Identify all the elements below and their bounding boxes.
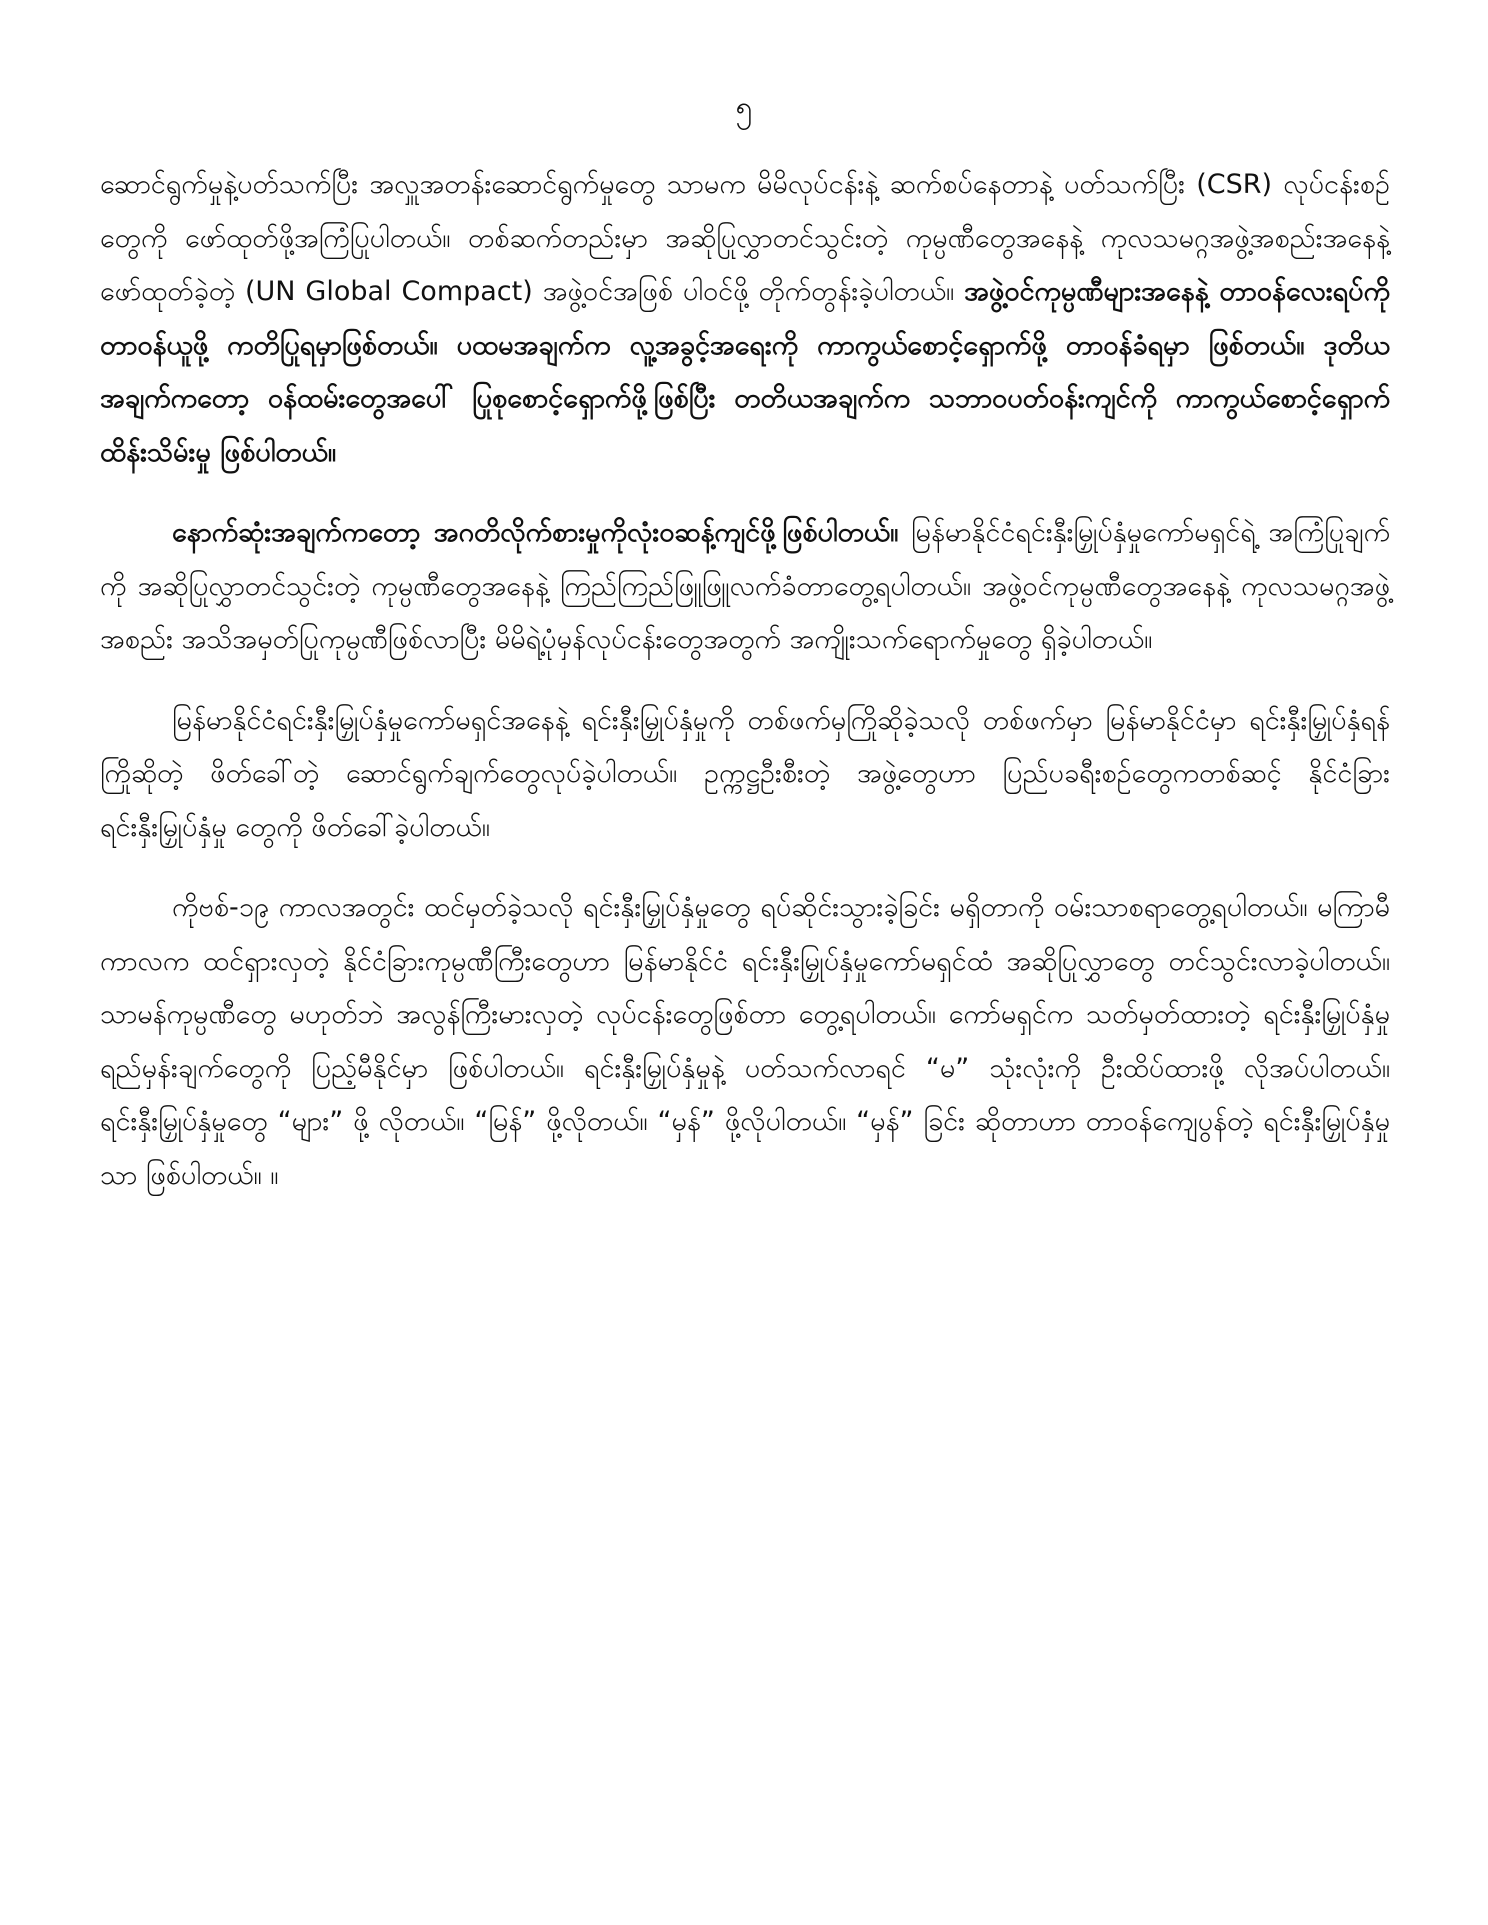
paragraph-3-text: မြန်မာနိုင်ငံရင်းနှီးမြှုပ်နှံမှုကော်မရှင်အနေနဲ့ ရင်းနှီးမြှုပ်နှံမှုကို တစ်ဖက်မှကြိုဆိုခဲ့သလို တစ်ဖက်မှာ မြန်မာနိုင်ငံမှာ ရင်းနှီးမြှုပ်နှံရန် ကြိုဆိုတဲ့ ဖိတ်ခေါ်တဲ့ ဆောင်ရွက်ချက်တွေလုပ်ခဲ့ပါတယ်။ ဥက္ကဋ္ဌဦးစီးတဲ့ အဖွဲ့တွေဟာ ပြည်ပခရီးစဉ်တွေကတစ်ဆင့် နိုင်ငံခြားရင်းနှီးမြှုပ်နှံမှု တွေကို ဖိတ်ခေါ်ခဲ့ပါတယ်။ xyxy=(100,704,1390,843)
paragraph-2-text: မြန်မာနိုင်ငံရင်းနှီးမြှုပ်နှံမှုကော်မရှင်ရဲ့ အကြံပြုချက်ကို အဆိုပြုလွှာတင်သွင်းတဲ့ ကုမ္ပဏီတွေအနေနဲ့ ကြည်ကြည်ဖြူဖြူလက်ခံတာတွေ့ရပါတယ်။ အဖွဲ့ဝင်ကုမ္ပဏီတွေအနေနဲ့ ကုလသမဂ္ဂအဖွဲ့အစည်း အသိအမှတ်ပြုကုမ္ပဏီဖြစ်လာပြီး မိမိရဲ့ပုံမှန်လုပ်ငန်းတွေအတွက် အကျိုးသက်ရောက်မှုတွေ ရှိခဲ့ပါတယ်။ xyxy=(100,517,1390,655)
paragraph-1-bold-text: အဖွဲ့ဝင်ကုမ္ပဏီများအနေနဲ့ တာဝန်လေးရပ်ကို တာဝန်ယူဖို့ ကတိပြုရမှာဖြစ်တယ်။ ပထမအချက်က လူ့အခွင့်အရေးကို ကာကွယ်စောင့်ရှောက်ဖို့ တာဝန်ခံရမှာ ဖြစ်တယ်။ ဒုတိယအချက်ကတော့ ဝန်ထမ်းတွေအပေါ် ပြုစုစောင့်ရှောက်ဖို့ဖြစ်ပြီး တတိယအချက်က သဘာဝပတ်ဝန်းကျင်ကို ကာကွယ်စောင့်ရှောက်ထိန်းသိမ်းမှု ဖြစ်ပါတယ်။ xyxy=(100,276,1390,468)
paragraph-3 xyxy=(100,694,1390,855)
paragraph-1-text: ဆောင်ရွက်မှုနဲ့ပတ်သက်ပြီး အလှူအတန်းဆောင်ရွက်မှုတွေ သာမက မိမိလုပ်ငန်းနဲ့ ဆက်စပ်နေတာနဲ့ ပတ်သက်ပြီး (CSR) လုပ်ငန်းစဉ်တွေကို ဖော်ထုတ်ဖို့အကြံပြုပါတယ်။ တစ်ဆက်တည်းမှာ အဆိုပြုလွှာတင်သွင်းတဲ့ ကုမ္ပဏီတွေအနေနဲ့ ကုလသမဂ္ဂအဖွဲ့အစည်းအနေနဲ့ ဖော်ထုတ်ခဲ့တဲ့ (UN Global Compact) အဖွဲ့ဝင်အဖြစ် ပါဝင်ဖို့ တိုက်တွန်းခဲ့ပါတယ်။ xyxy=(100,169,1390,307)
paragraph-1 xyxy=(100,158,1390,479)
page-number: ၅ xyxy=(735,90,753,125)
paragraph-2-bold-text: နောက်ဆုံးအချက်ကတော့ အဂတိလိုက်စားမှုကိုလုံးဝဆန့်ကျင်ဖို့ဖြစ်ပါတယ်။ xyxy=(172,517,899,548)
body-text xyxy=(100,158,1390,1229)
paragraph-4 xyxy=(100,881,1390,1202)
paragraph-4-text: ကိုဗစ်-၁၉ ကာလအတွင်း ထင်မှတ်ခဲ့သလို ရင်းနှီးမြှုပ်နှံမှုတွေ ရပ်ဆိုင်းသွားခဲ့ခြင်း မရှိတာကို ဝမ်းသာစရာတွေ့ရပါတယ်။ မကြာမီကာလက ထင်ရှားလှတဲ့ နိုင်ငံခြားကုမ္ပဏီကြီးတွေဟာ မြန်မာနိုင်ငံ ရင်းနှီးမြှုပ်နှံမှုကော်မရှင်ထံ အဆိုပြုလွှာတွေ တင်သွင်းလာခဲ့ပါတယ်။ သာမန်ကုမ္ပဏီတွေ မဟုတ်ဘဲ အလွန်ကြီးမားလှတဲ့ လုပ်ငန်းတွေဖြစ်တာ တွေ့ရပါတယ်။ ကော်မရှင်က သတ်မှတ်ထားတဲ့ ရင်းနှီးမြှုပ်နှံမှု ရည်မှန်းချက်တွေကို ပြည့်မီနိုင်မှာ ဖြစ်ပါတယ်။ ရင်းနှီးမြှုပ်နှံမှုနဲ့ ပတ်သက်လာရင် “မ” သုံးလုံးကို ဦးထိပ်ထားဖို့ လိုအပ်ပါတယ်။ ရင်းနှီးမြှုပ်နှံမှုတွေ “များ” ဖို့ လိုတယ်။ “မြန်” ဖို့လိုတယ်။ “မှန်” ဖို့လိုပါတယ်။ “မှန်” ခြင်း ဆိုတာဟာ တာဝန်ကျေပွန်တဲ့ ရင်းနှီးမြှုပ်နှံမှုသာ ဖြစ်ပါတယ်။ ။ xyxy=(100,892,1390,1191)
paragraph-2 xyxy=(100,506,1390,667)
